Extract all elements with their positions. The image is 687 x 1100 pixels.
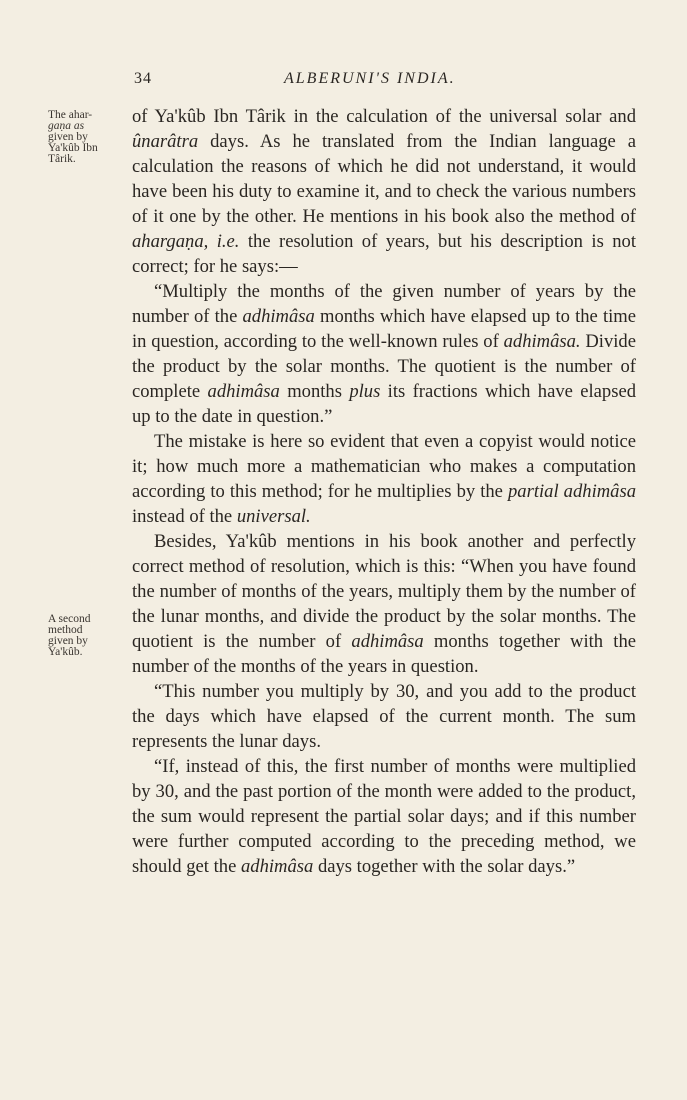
text-run: months which have elapsed up to the time in question, according to the well-known rules of — [132, 306, 636, 352]
body-text — [132, 104, 636, 879]
italic-run: ûnarâtra — [132, 131, 199, 152]
italic-run: partial adhimâsa — [508, 481, 636, 502]
paragraph — [132, 429, 636, 529]
margin-note-ahargana — [48, 110, 128, 165]
paragraph — [132, 529, 636, 679]
italic-run: adhimâsa. — [503, 331, 581, 352]
margin-note-line: gaṇa as — [48, 120, 85, 132]
italic-run: adhimâsa — [242, 306, 315, 327]
paragraph — [132, 279, 636, 429]
italic-run: plus — [349, 381, 381, 402]
text-run: the resolution of years, but his description is not correct; for he says:— — [132, 231, 636, 277]
text-run: days. As he translated from the Indian language a calculation the reasons of which he did not understand, it would have been his duty to examine it, and to check the various numbers of it one by the other. He mentions in his book also the method of — [132, 131, 636, 227]
margin-note-line: The ahar- — [48, 109, 93, 121]
text-run: its fractions which have elapsed up to the date in question.” — [132, 381, 637, 427]
margin-note-line: Târik. — [48, 153, 76, 165]
margin-note-line: Ya'kûb. — [48, 646, 83, 658]
text-run: of Ya'kûb Ibn Târik in the calculation of the universal solar and — [132, 106, 636, 127]
paragraph — [132, 104, 636, 279]
text-run: instead of the — [132, 506, 237, 527]
italic-run: adhimâsa — [351, 631, 424, 652]
page-header — [134, 68, 636, 92]
text-run: days together with the solar days.” — [313, 856, 576, 877]
margin-note-line: A second — [48, 613, 91, 625]
italic-run: ahargaṇa, i.e. — [132, 231, 240, 252]
text-run: months together with the number of the months of the years in question. — [132, 631, 636, 677]
italic-run: adhimâsa — [207, 381, 280, 402]
text-run: The mistake is here so evident that even a copyist would notice it; how much more a mathematician who makes a computation according to this method; for he multiplies by the — [132, 431, 636, 502]
text-run: “Multiply the months of the given number of years by the number of the — [132, 281, 636, 327]
paragraph — [132, 679, 636, 754]
margin-note-line: Ya'kûb Ibn — [48, 142, 98, 154]
text-run: “If, instead of this, the first number of months were multiplied by 30, and the past portion of the month were added to the product, the sum would represent the partial solar days; and if this number were further computed according to the preceding method, we should get the — [132, 756, 636, 877]
paragraph — [132, 754, 636, 879]
margin-note-second-method — [48, 614, 128, 658]
margin-note-line: given by — [48, 635, 88, 647]
margin-note-line: method — [48, 624, 83, 636]
italic-run: adhimâsa — [240, 856, 314, 877]
italic-run: universal. — [236, 506, 311, 527]
running-title: ALBERUNI'S INDIA. — [284, 70, 456, 87]
page-number: 34 — [134, 70, 152, 87]
text-run: Divide the product by the solar months. The quotient is the number of complete — [132, 331, 636, 402]
text-run: “This number you multiply by 30, and you add to the product the days which have elapsed of the current month. The sum represents the lunar days. — [132, 681, 636, 752]
text-run: Besides, Ya'kûb mentions in his book another and perfectly correct method of resolution, which is this: “When you have found the number of months of the years, multiply them by the number of the lunar months, and divide the product by the solar months. The quotient is the number of — [132, 531, 636, 652]
text-run: months — [279, 381, 350, 402]
margin-note-line: given by — [48, 131, 88, 143]
